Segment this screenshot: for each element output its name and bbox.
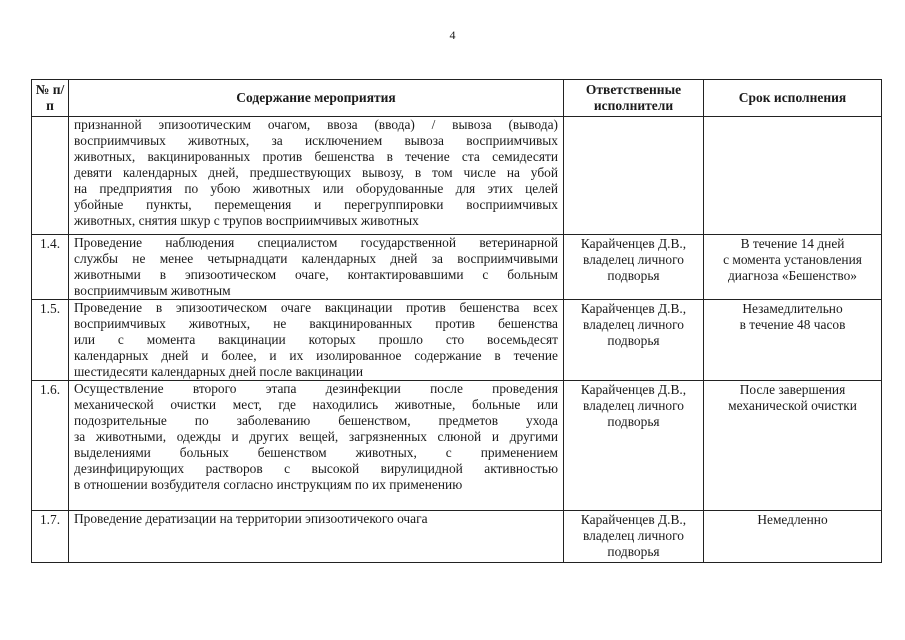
row-content [69, 300, 564, 381]
row-number: 1.7. [32, 511, 69, 563]
header-num: № п/п [32, 80, 69, 117]
row-content-line: шестидесяти календарных дней после вакцинации [74, 364, 364, 379]
row-responsible-line: владелец личного [583, 528, 684, 543]
row-responsible-line: Карайченцев Д.В., [580, 236, 687, 251]
row-content-line: животных, вакцинированных против бешенства в течение ста семидесяти [74, 149, 558, 164]
row-responsible-line: подворья [607, 414, 660, 429]
row-content-line: восприимчивых животных, не вакцинированных против бешенства [74, 316, 558, 331]
table-row [32, 117, 882, 235]
row-content-line: или с момента вакцинации которых прошло сто восемьдесят [74, 332, 558, 347]
row-responsible-line: подворья [607, 268, 660, 283]
row-content-line: Проведение дератизации на территории эпизоотичекого очага [74, 511, 428, 526]
row-content-line: животными в эпизоотическом очаге, контактировавшими с больным [74, 267, 558, 282]
row-content [69, 381, 564, 511]
row-term-line: диагноза «Бешенство» [727, 268, 858, 283]
row-term-line: Немедленно [757, 512, 828, 527]
row-responsible-line: владелец личного [583, 398, 684, 413]
row-content [69, 235, 564, 300]
row-term [704, 381, 882, 511]
row-content-line: убойные пункты, перемещения и перегруппировки восприимчивых [74, 197, 558, 212]
row-term [704, 117, 882, 235]
measures-table [31, 79, 882, 563]
row-term-line: в течение 48 часов [739, 317, 846, 332]
table-row [32, 511, 882, 563]
row-responsible-line: владелец личного [583, 252, 684, 267]
row-content-line: Проведение наблюдения специалистом государственной ветеринарной [74, 235, 558, 250]
row-content-line: механической очистки мест, где находились животные, больные или [74, 397, 558, 412]
row-term-line: механической очистки [728, 398, 857, 413]
row-term [704, 511, 882, 563]
row-responsible [564, 381, 704, 511]
header-content: Содержание мероприятия [69, 80, 564, 117]
row-number: 1.6. [32, 381, 69, 511]
row-term-line: В течение 14 дней [740, 236, 845, 251]
row-term-line: Незамедлительно [742, 301, 843, 316]
row-content [69, 511, 564, 563]
row-responsible-line: Карайченцев Д.В., [580, 301, 687, 316]
row-responsible [564, 235, 704, 300]
row-content-line: подозрительные по заболеванию бешенством, предметов ухода [74, 413, 558, 428]
header-term: Срок исполнения [704, 80, 882, 117]
row-content-line: дезинфицирующих растворов с высокой вирулицидной активностью [74, 461, 558, 476]
row-content-line: Осуществление второго этапа дезинфекции после проведения [74, 381, 558, 396]
row-content-line: Проведение в эпизоотическом очаге вакцинации против бешенства всех [74, 300, 558, 315]
row-content-line: службы не менее четырнадцати календарных дней за восприимчивыми [74, 251, 558, 266]
row-content-line: за животными, одежды и других вещей, загрязненных слюной и другими [74, 429, 558, 444]
row-content-line: в отношении возбудителя согласно инструкциям по их применению [74, 477, 463, 492]
row-content-line: восприимчивых животных, за исключением вывоза восприимчивых [74, 133, 558, 148]
row-content-line: календарных дней и более, и их изолированное содержание в течение [74, 348, 558, 363]
row-content [69, 117, 564, 235]
row-responsible [564, 117, 704, 235]
row-term [704, 300, 882, 381]
row-responsible [564, 300, 704, 381]
row-content-line: животных, снятия шкур с трупов восприимчивых животных [74, 213, 419, 228]
row-content-line: девяти календарных дней, предшествующих вывозу, в том числе на убой [74, 165, 558, 180]
table-row [32, 381, 882, 511]
row-term [704, 235, 882, 300]
row-responsible-line: владелец личного [583, 317, 684, 332]
table-row [32, 235, 882, 300]
row-content-line: выделениями больных бешенством животных, с применением [74, 445, 558, 460]
row-term-line: После завершения [739, 382, 846, 397]
table-header-row [32, 80, 882, 117]
row-responsible-line: подворья [607, 544, 660, 559]
row-responsible [564, 511, 704, 563]
row-content-line: признанной эпизоотическим очагом, ввоза (ввода) / вывоза (вывода) [74, 117, 558, 132]
row-responsible-line: Карайченцев Д.В., [580, 512, 687, 527]
row-content-line: восприимчивым животным [74, 283, 231, 298]
row-content-line: на предприятия по убою животных или оборудованные для этих целей [74, 181, 558, 196]
row-number [32, 117, 69, 235]
row-responsible-line: Карайченцев Д.В., [580, 382, 687, 397]
table-row [32, 300, 882, 381]
page-number: 4 [449, 28, 456, 42]
row-responsible-line: подворья [607, 333, 660, 348]
row-number: 1.4. [32, 235, 69, 300]
header-responsible: Ответственные исполнители [564, 80, 704, 117]
row-term-line: с момента установления [723, 252, 862, 267]
row-number: 1.5. [32, 300, 69, 381]
